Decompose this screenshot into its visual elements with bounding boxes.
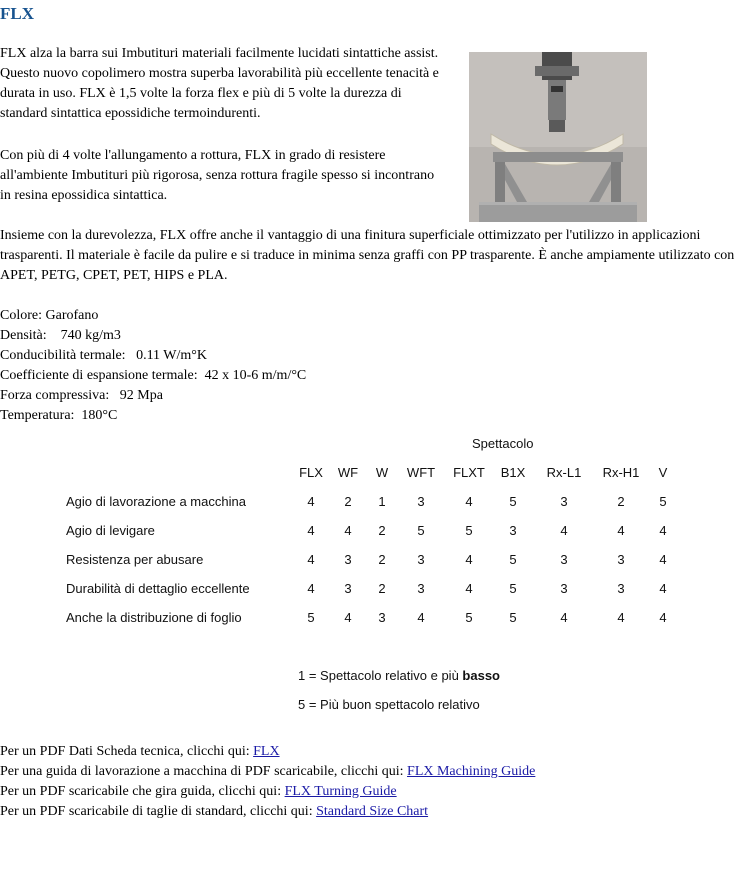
table-cell: 4 xyxy=(659,523,667,538)
table-cell: 3 xyxy=(344,552,352,567)
table-cell: 2 xyxy=(378,552,386,567)
table-cell: 4 xyxy=(560,523,568,538)
link-row-datasheet xyxy=(0,742,535,762)
link-row-size-chart xyxy=(0,802,535,822)
link-row-text: Per una guida di lavorazione a macchina di PDF scaricabile, clicchi qui: xyxy=(0,764,408,779)
standard-size-chart-link[interactable]: Standard Size Chart xyxy=(316,804,429,819)
column-header: V xyxy=(658,465,668,480)
table-cell: 4 xyxy=(560,610,568,625)
table-cell: 4 xyxy=(307,494,315,509)
table-cell: 2 xyxy=(378,581,386,596)
specifications-list xyxy=(0,306,306,426)
link-row-text: Per un PDF scaricabile di taglie di standard, clicchi qui: xyxy=(0,804,317,819)
column-header: FLXT xyxy=(453,465,485,480)
table-cell: 5 xyxy=(509,610,517,625)
legend-low xyxy=(298,668,500,683)
table-cell: 4 xyxy=(659,610,667,625)
spec-thermal-conductivity: Conducibilità termale: 0.11 W/m°K xyxy=(0,348,208,363)
table-cell: 3 xyxy=(417,494,425,509)
table-cell: 3 xyxy=(560,581,568,596)
legend-high: 5 = Più buon spettacolo relativo xyxy=(298,697,480,712)
table-cell: 4 xyxy=(307,523,315,538)
table-cell: 5 xyxy=(509,552,517,567)
table-cell: 5 xyxy=(465,610,473,625)
download-links xyxy=(0,742,535,822)
table-cell: 3 xyxy=(417,552,425,567)
table-cell: 5 xyxy=(659,494,667,509)
page-title: FLX xyxy=(0,4,34,23)
table-cell: 4 xyxy=(344,523,352,538)
table-cell: 3 xyxy=(617,581,625,596)
finish-paragraph: Insieme con la durevolezza, FLX offre anche il vantaggio di una finitura superficiale ottimizzato per l'utilizzo in applicazioni trasparenti. Il materiale è facile da pulire e si traduce in minima senza graffi con PP trasparente. È anche ampiamente utilizzato con APET, PETG, CPET, PET, HIPS e PLA. xyxy=(0,228,735,283)
table-cell: 4 xyxy=(307,581,315,596)
table-cell: 5 xyxy=(417,523,425,538)
link-row-text: Per un PDF scaricabile che gira guida, clicchi qui: xyxy=(0,784,285,799)
table-cell: 3 xyxy=(560,552,568,567)
table-cell: 4 xyxy=(307,552,315,567)
table-cell: 2 xyxy=(378,523,386,538)
table-cell: 3 xyxy=(509,523,517,538)
table-row-label: Resistenza per abusare xyxy=(66,552,204,567)
table-row-label: Agio di levigare xyxy=(66,523,155,538)
spec-thermal-expansion: Coefficiente di espansione termale: 42 x 10-6 m/m/°C xyxy=(0,368,307,383)
spec-color: Colore: Garofano xyxy=(0,308,99,323)
column-header: Rx-H1 xyxy=(602,465,640,480)
table-cell: 3 xyxy=(344,581,352,596)
table-cell: 2 xyxy=(617,494,625,509)
column-header: WF xyxy=(337,465,359,480)
spec-density: Densità: 740 kg/m3 xyxy=(0,328,121,343)
table-cell: 3 xyxy=(417,581,425,596)
table-cell: 3 xyxy=(560,494,568,509)
table-cell: 4 xyxy=(417,610,425,625)
table-cell: 2 xyxy=(344,494,352,509)
elongation-paragraph: Con più di 4 volte l'allungamento a rottura, FLX in grado di resistere all'ambiente Imbutituri più rigorosa, senza rottura fragile spesso si incontrano in resina epossidica sintattica. xyxy=(0,148,435,203)
table-row-label: Durabilità di dettaglio eccellente xyxy=(66,581,250,596)
table-row-label: Anche la distribuzione di foglio xyxy=(66,610,242,625)
spec-compressive-strength: Forza compressiva: 92 Mpa xyxy=(0,388,163,403)
table-cell: 4 xyxy=(659,581,667,596)
machining-guide-link[interactable]: FLX Machining Guide xyxy=(407,764,536,779)
table-cell: 4 xyxy=(617,523,625,538)
table-cell: 3 xyxy=(617,552,625,567)
column-header: Rx-L1 xyxy=(546,465,582,480)
column-header: W xyxy=(375,465,389,480)
performance-table-title: Spettacolo xyxy=(472,436,534,451)
link-row-text: Per un PDF Dati Scheda tecnica, clicchi qui: xyxy=(0,744,254,759)
table-row-label: Agio di lavorazione a macchina xyxy=(66,494,246,509)
spec-temperature: Temperatura: 180°C xyxy=(0,408,118,423)
table-cell: 5 xyxy=(509,494,517,509)
table-cell: 3 xyxy=(378,610,386,625)
column-header: FLX xyxy=(299,465,323,480)
intro-paragraph: FLX alza la barra sui Imbutituri materiali facilmente lucidati sintattiche assist. Questo nuovo copolimero mostra superba lavorabilità più eccellente tenacità e durata in uso. FLX è 1,5 volte la forza flex e più di 5 volte la durezza di standard sintattica epossidiche termoindurenti. xyxy=(0,46,439,121)
table-cell: 4 xyxy=(465,581,473,596)
table-cell: 5 xyxy=(307,610,315,625)
table-cell: 4 xyxy=(659,552,667,567)
turning-guide-link[interactable]: FLX Turning Guide xyxy=(284,784,397,799)
table-cell: 4 xyxy=(344,610,352,625)
legend-low-text: 1 = Spettacolo relativo e più xyxy=(298,668,463,683)
legend-low-bold: basso xyxy=(462,668,500,683)
column-header: WFT xyxy=(406,465,436,480)
table-cell: 1 xyxy=(378,494,386,509)
link-row-turning xyxy=(0,782,535,802)
table-cell: 4 xyxy=(465,494,473,509)
table-cell: 4 xyxy=(465,552,473,567)
table-cell: 4 xyxy=(617,610,625,625)
table-cell: 5 xyxy=(509,581,517,596)
column-header: B1X xyxy=(500,465,526,480)
table-cell: 5 xyxy=(465,523,473,538)
datasheet-link[interactable]: FLX xyxy=(253,744,280,759)
flex-test-photo xyxy=(469,52,647,222)
link-row-machining xyxy=(0,762,535,782)
